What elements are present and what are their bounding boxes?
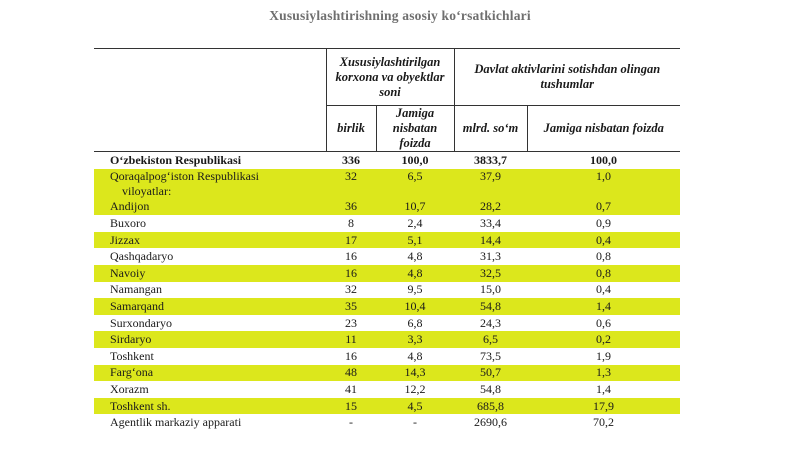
row-name-text: Agentlik markaziy apparati (110, 415, 242, 430)
row-pct1: - (413, 415, 417, 430)
row-sum: 32,5 (454, 265, 527, 282)
row-name-text: Farg‘ona (110, 365, 154, 380)
header-percent-revenue: Jamiga nisbatan foizda (527, 106, 680, 152)
row-pct2: 17,9 (527, 398, 680, 415)
row-name (94, 398, 326, 415)
row-units: 41 (345, 381, 357, 396)
row-pct1: 14,3 (376, 365, 454, 382)
table-row (94, 414, 680, 431)
privatization-table (94, 48, 680, 431)
row-pct1: 100,0 (401, 152, 429, 167)
row-name-text: Sirdaryo (110, 332, 152, 347)
row-name-text: Samarqand (110, 298, 164, 313)
row-name (94, 348, 326, 365)
row-pct1: 6,8 (407, 315, 423, 330)
row-name (94, 331, 326, 348)
row-sum: 31,3 (480, 249, 501, 264)
table-row (94, 398, 680, 415)
row-name-text: Andijon (110, 199, 150, 214)
row-sum: 73,5 (480, 348, 501, 363)
row-units: 36 (326, 199, 376, 216)
row-name (94, 215, 326, 232)
row-units: 11 (326, 331, 376, 348)
row-sum: 54,8 (454, 298, 527, 315)
row-name-text: Qoraqalpog‘iston Respublikasi (110, 168, 259, 183)
header-units: birlik (326, 106, 376, 152)
row-pct1: 12,2 (404, 381, 426, 396)
row-name-text: Surxondaryo (110, 315, 172, 330)
row-units: 336 (342, 152, 360, 167)
row-sum: 33,4 (480, 215, 501, 230)
row-sum: 685,8 (454, 398, 527, 415)
header-sum: mlrd. so‘m (454, 106, 527, 152)
row-units: 8 (348, 215, 354, 230)
page-title: Xususiylashtirishning asosiy ko‘rsatkichlari (269, 8, 531, 23)
row-sum: 54,8 (480, 381, 501, 396)
row-sum: 24,3 (480, 315, 501, 330)
row-units: 16 (326, 265, 376, 282)
row-pct2: 0,9 (596, 215, 611, 230)
row-sum: 37,9 (454, 169, 527, 199)
row-name (94, 298, 326, 315)
row-pct1: 9,5 (407, 282, 423, 297)
row-name (94, 199, 326, 216)
row-pct2: 1,9 (596, 348, 611, 363)
row-name-text: Navoiy (110, 265, 146, 280)
row-sum: 6,5 (454, 331, 527, 348)
row-pct2: 0,4 (527, 232, 680, 249)
row-units: 32 (326, 169, 376, 199)
row-units: 48 (326, 365, 376, 382)
row-name (94, 169, 326, 199)
row-pct1: 4,5 (376, 398, 454, 415)
row-sum: 14,4 (454, 232, 527, 249)
row-units: 16 (345, 249, 357, 264)
row-pct2: 100,0 (590, 152, 617, 167)
table-row (94, 199, 680, 216)
row-name-text: Toshkent (110, 348, 154, 363)
row-pct1: 5,1 (376, 232, 454, 249)
row-units: 15 (326, 398, 376, 415)
row-pct1: 4,8 (376, 265, 454, 282)
row-pct2: 0,6 (596, 315, 611, 330)
row-units: 35 (326, 298, 376, 315)
row-name-text: Namangan (110, 282, 162, 297)
row-name (94, 381, 326, 398)
row-pct1: 10,4 (376, 298, 454, 315)
row-sum: 3833,7 (474, 152, 507, 167)
row-sum: 15,0 (480, 282, 501, 297)
row-units: 23 (345, 315, 357, 330)
row-units: 17 (326, 232, 376, 249)
row-name (94, 248, 326, 265)
row-units: 16 (345, 348, 357, 363)
row-sum: 2690,6 (474, 415, 507, 430)
row-pct1: 6,5 (376, 169, 454, 199)
row-pct2: 1,4 (527, 298, 680, 315)
row-pct1: 2,4 (407, 215, 423, 230)
table-row (94, 232, 680, 249)
table-row (94, 315, 680, 332)
table-row (94, 298, 680, 315)
table-row (94, 381, 680, 398)
row-units: - (349, 415, 353, 430)
row-name (94, 365, 326, 382)
table-row (94, 265, 680, 282)
table-row (94, 248, 680, 265)
row-name: O‘zbekiston Respublikasi (110, 152, 242, 167)
row-pct2: 0,4 (596, 282, 611, 297)
row-pct2: 70,2 (593, 415, 614, 430)
row-name-text: Qashqadaryo (110, 249, 174, 264)
table-row (94, 169, 680, 199)
row-pct1: 4,8 (407, 348, 423, 363)
row-pct1: 4,8 (407, 249, 423, 264)
row-name-text: Buxoro (110, 215, 146, 230)
row-sum: 50,7 (454, 365, 527, 382)
row-pct2: 1,0 (527, 169, 680, 199)
table-row (94, 215, 680, 232)
row-pct2: 0,7 (527, 199, 680, 216)
table-row (94, 282, 680, 299)
table-row (94, 331, 680, 348)
row-name-text: Jizzax (110, 232, 140, 247)
header-group-revenue: Davlat aktivlarini sotishdan olingan tushumlar (454, 49, 680, 106)
row-pct1: 10,7 (376, 199, 454, 216)
row-pct1: 3,3 (376, 331, 454, 348)
table-row (94, 365, 680, 382)
row-name-subtext: viloyatlar: (122, 183, 172, 198)
table-row (94, 348, 680, 365)
row-units: 32 (345, 282, 357, 297)
row-name-text: Toshkent sh. (110, 398, 171, 413)
row-name (94, 315, 326, 332)
row-sum: 28,2 (454, 199, 527, 216)
row-name-text: Xorazm (110, 381, 149, 396)
row-pct2: 0,2 (527, 331, 680, 348)
total-row (94, 152, 680, 169)
header-group-enterprises: Xususiylashtirilgan korxona va obyektlar soni (326, 49, 454, 106)
row-name (94, 232, 326, 249)
row-pct2: 1,3 (527, 365, 680, 382)
row-pct2: 0,8 (596, 249, 611, 264)
row-name (94, 265, 326, 282)
row-pct2: 1,4 (596, 381, 611, 396)
row-pct2: 0,8 (527, 265, 680, 282)
header-percent-enterprises: Jamiga nisbatan foizda (376, 106, 454, 152)
row-name (94, 414, 326, 431)
corner-header (94, 49, 326, 152)
row-name (94, 282, 326, 299)
